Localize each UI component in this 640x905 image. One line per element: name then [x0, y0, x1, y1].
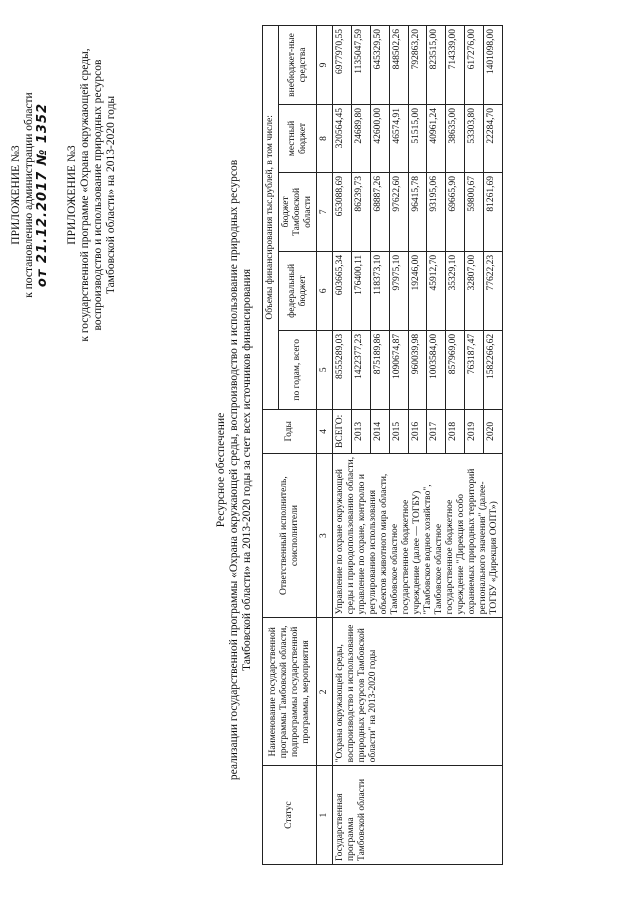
- appendix-resolution-block: [10, 30, 49, 360]
- col-num: 1: [317, 766, 333, 865]
- total-cell: 875189,86: [370, 330, 389, 409]
- appendix-program-block: [66, 30, 118, 360]
- col-num: 5: [317, 330, 333, 409]
- appendix-title: ПРИЛОЖЕНИЕ №3: [10, 145, 22, 245]
- local-cell: 40961,24: [427, 104, 446, 172]
- federal-cell: 19246,00: [408, 251, 427, 330]
- col-num: 9: [317, 26, 333, 105]
- local-cell: 320564,45: [333, 104, 352, 172]
- document-title: [215, 145, 254, 795]
- year-cell: 2018: [446, 409, 465, 453]
- regional-cell: 96415,78: [408, 172, 427, 251]
- year-cell: 2017: [427, 409, 446, 453]
- appendix-program-title: ПРИЛОЖЕНИЕ №3: [66, 145, 78, 245]
- federal-cell: 77622,23: [484, 251, 503, 330]
- year-cell: 2020: [484, 409, 503, 453]
- extra-cell: 848502,26: [389, 26, 408, 105]
- col-num: 7: [317, 172, 333, 251]
- total-cell: 1003584,00: [427, 330, 446, 409]
- local-cell: 24689,80: [351, 104, 370, 172]
- year-cell: 2014: [370, 409, 389, 453]
- extra-cell: 714339,00: [446, 26, 465, 105]
- federal-cell: 35329,10: [446, 251, 465, 330]
- year-cell: 2019: [465, 409, 484, 453]
- federal-cell: 97975,10: [389, 251, 408, 330]
- extra-cell: 823515,00: [427, 26, 446, 105]
- federal-cell: 32807,00: [465, 251, 484, 330]
- total-cell: 857969,00: [446, 330, 465, 409]
- year-cell: 2016: [408, 409, 427, 453]
- federal-cell: 118373,10: [370, 251, 389, 330]
- table-row: [333, 26, 352, 865]
- regional-cell: 93195,06: [427, 172, 446, 251]
- appendix-program-text: к государственной программе «Охрана окружающей среды, воспроизводство и использование природных ресурсов Тамбовской области» на 2013-2020 годы: [79, 48, 117, 342]
- extra-cell: 6977970,55: [333, 26, 352, 105]
- header-row-1: [263, 26, 279, 865]
- col-num: 2: [317, 618, 333, 766]
- year-cell: ВСЕГО:: [333, 409, 352, 453]
- federal-cell: 603665,34: [333, 251, 352, 330]
- handwritten-date-number: от 21.12.2017 № 1352: [35, 102, 50, 288]
- col-num: 4: [317, 409, 333, 453]
- financing-table: [262, 25, 503, 865]
- header-volumes: Объемы финансирования тыс.рублей, в том числе:: [263, 26, 279, 410]
- extra-cell: 617276,00: [465, 26, 484, 105]
- local-cell: 46574,91: [389, 104, 408, 172]
- regional-cell: 81261,69: [484, 172, 503, 251]
- document-title-line2: реализации государственной программы «Охрана окружающей среды, воспроизводство и использование природных ресурсов Тамбовской области» на 2013-2020 годы за счет всех источников финансирования: [228, 159, 253, 781]
- regional-cell: 653088,69: [333, 172, 352, 251]
- header-executor: Ответственный исполнитель, соисполнители: [263, 453, 317, 617]
- header-extrabudget: внебюджет-ные средства: [279, 26, 317, 105]
- header-regional: бюджет Тамбовской области: [279, 172, 317, 251]
- col-num: 3: [317, 453, 333, 617]
- total-cell: 960039,98: [408, 330, 427, 409]
- year-cell: 2015: [389, 409, 408, 453]
- regional-cell: 86239,73: [351, 172, 370, 251]
- status-cell: Государственная программа Тамбовской области: [333, 766, 503, 865]
- header-federal: федеральный бюджет: [279, 251, 317, 330]
- total-cell: 1090674,87: [389, 330, 408, 409]
- col-num: 6: [317, 251, 333, 330]
- year-cell: 2013: [351, 409, 370, 453]
- program-name-cell: "Охрана окружающей среды, воспроизводство и использование природных ресурсов Тамбовской области" на 2013-2020 годы: [333, 618, 503, 766]
- column-number-row: [317, 26, 333, 865]
- local-cell: 42600,00: [370, 104, 389, 172]
- total-cell: 1422377,23: [351, 330, 370, 409]
- local-cell: 51515,00: [408, 104, 427, 172]
- regional-cell: 68887,26: [370, 172, 389, 251]
- extra-cell: 1401098,00: [484, 26, 503, 105]
- header-total: по годам, всего: [279, 330, 317, 409]
- total-cell: 1582266,62: [484, 330, 503, 409]
- header-status: Статус: [263, 766, 317, 865]
- col-num: 8: [317, 104, 333, 172]
- document-title-line1: Ресурсное обеспечение: [215, 412, 227, 528]
- local-cell: 22284,70: [484, 104, 503, 172]
- header-years: Годы: [263, 409, 317, 453]
- local-cell: 53303,80: [465, 104, 484, 172]
- total-cell: 8555289,03: [333, 330, 352, 409]
- appendix-reference: к постановлению администрации области: [23, 92, 35, 298]
- executors-cell: Управление по охране окружающей среды и природопользованию области, управление по охране, контролю и регулированию использования объектов животного мира области, Тамбовское областное государственное бюджетное учреждение (далее — ТОГБУ) "Тамбовское водное хозяйство", Тамбовское областное государственное бюджетное учреждение "Дирекция особо охраняемых природных территорий регионального значения" (далее- ТОГБУ «Дирекция ООПТ»): [333, 453, 503, 617]
- header-local: местный бюджет: [279, 104, 317, 172]
- extra-cell: 1135047,59: [351, 26, 370, 105]
- regional-cell: 69665,90: [446, 172, 465, 251]
- extra-cell: 792863,20: [408, 26, 427, 105]
- federal-cell: 45912,70: [427, 251, 446, 330]
- federal-cell: 176400,11: [351, 251, 370, 330]
- extra-cell: 645329,50: [370, 26, 389, 105]
- regional-cell: 59800,67: [465, 172, 484, 251]
- local-cell: 38635,00: [446, 104, 465, 172]
- regional-cell: 97622,60: [389, 172, 408, 251]
- total-cell: 763187,47: [465, 330, 484, 409]
- header-name: Наименование государственной программы Тамбовской области, подпрограммы государственной программы, мероприятия: [263, 618, 317, 766]
